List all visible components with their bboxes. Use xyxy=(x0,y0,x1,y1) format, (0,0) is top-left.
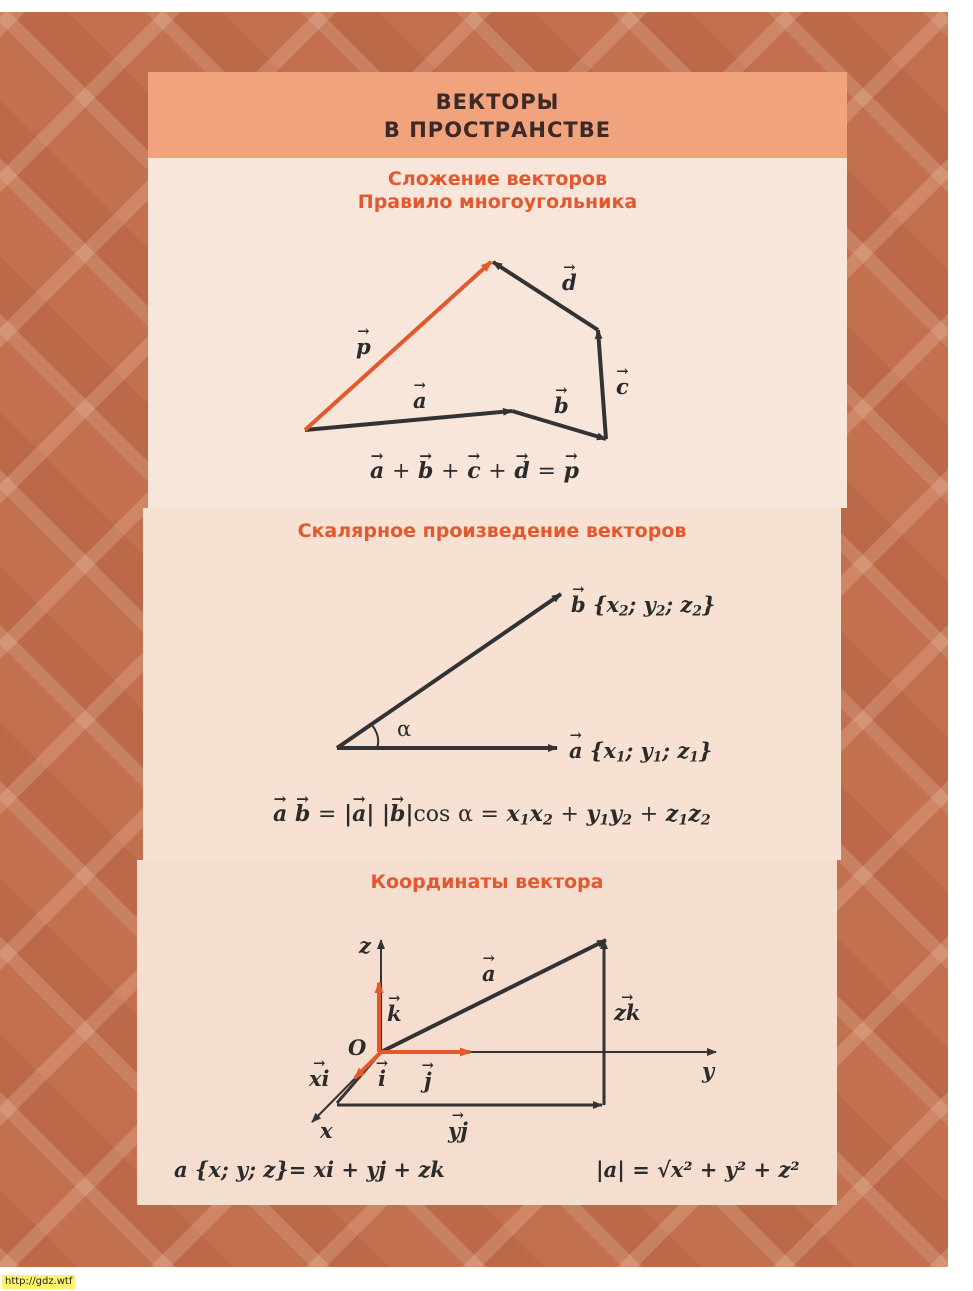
label-d: → d xyxy=(562,270,577,295)
addition-title-line-1: Сложение векторов xyxy=(387,168,608,190)
label-zk: → zk xyxy=(614,1000,640,1025)
coords-formula-left: a {x; y; z}= xi + yj + zk xyxy=(174,1157,445,1182)
label-c: → c xyxy=(616,374,629,399)
y-axis-label: y xyxy=(702,1058,715,1083)
label-yj: → yj xyxy=(448,1118,468,1143)
vector-b-scalar-line xyxy=(337,594,561,748)
z-axis-label: z xyxy=(359,933,371,958)
vector-c-line xyxy=(598,330,606,439)
angle-label: α xyxy=(397,717,412,741)
scalar-diagram xyxy=(337,594,561,748)
angle-arc xyxy=(372,725,378,748)
origin-label: O xyxy=(348,1035,367,1060)
addition-title-line-2: Правило многоугольника xyxy=(357,191,638,213)
scalar-formula: → a → b = |→ a| |→ b|cos $\alpha = x_1x_2 + y_1y_2 + z_1z_2$ xyxy=(273,801,711,829)
header-line-1: ВЕКТОРЫ xyxy=(435,90,560,114)
label-a-coords: → a {$x_1$; $y_1$; $z_1$} xyxy=(569,738,712,765)
label-a: → a xyxy=(413,388,427,413)
x-axis-label: x xyxy=(320,1118,333,1143)
coordinates-title: Координаты вектора xyxy=(370,871,604,893)
coordinates-diagram xyxy=(312,940,716,1122)
vector-d-line xyxy=(493,262,598,330)
label-p: → p xyxy=(356,334,371,359)
vector-p-line xyxy=(305,262,491,430)
label-b: → b xyxy=(554,393,569,418)
label-i: → i xyxy=(378,1066,386,1091)
coords-formula-right: |a| = √x² + y² + z² xyxy=(596,1157,800,1182)
vector-a-line xyxy=(305,411,512,430)
label-b-coords: → b {$x_2$; $y_2$; $z_2$} xyxy=(571,592,715,619)
source-watermark: http://gdz.wtf xyxy=(2,1275,75,1289)
header-line-2: В ПРОСТРАНСТВЕ xyxy=(383,118,612,142)
label-xi: → xi xyxy=(309,1066,330,1091)
label-a-coord: → a xyxy=(482,961,496,986)
scalar-title: Скалярное произведение векторов xyxy=(297,520,687,542)
addition-formula: → a + → b + → c + → d = → p xyxy=(370,458,579,484)
label-k: → k xyxy=(387,1001,402,1026)
label-j: → j xyxy=(424,1068,432,1093)
